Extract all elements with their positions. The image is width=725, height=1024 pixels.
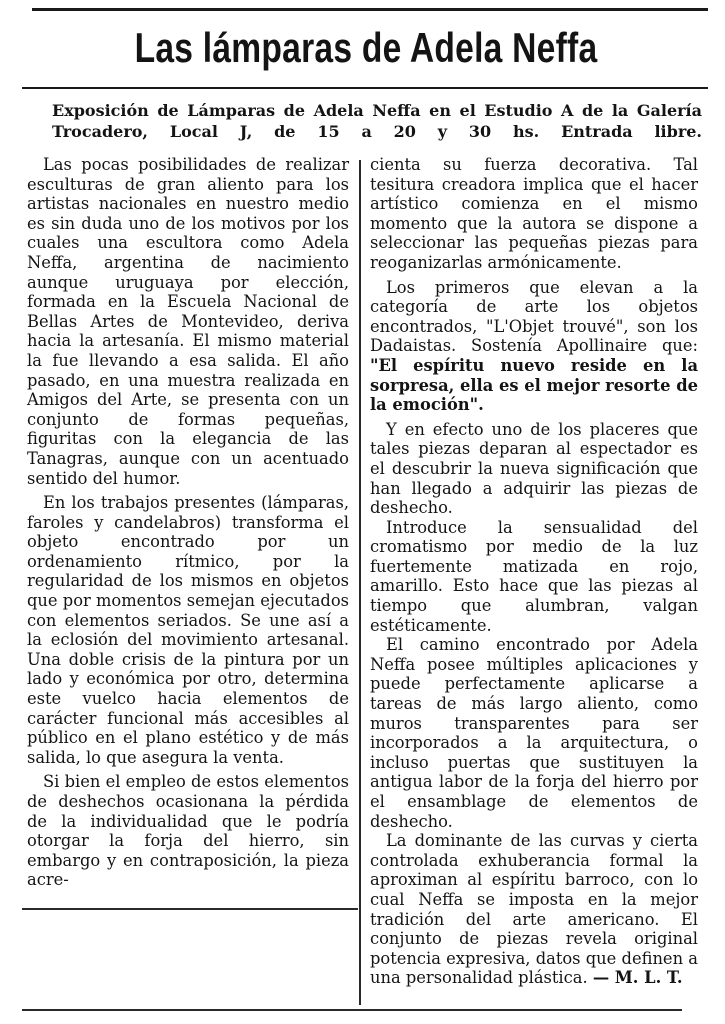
paragraph <box>370 831 698 988</box>
paragraph: cienta su fuerza decorativa. Tal tesitura creadora implica que el hacer artístico comienza en el mismo momento que la autora se dispone a seleccionar las pequeñas piezas para reoganizarlas armónicamente. <box>370 155 698 272</box>
title-rule <box>22 87 708 89</box>
paragraph: Si bien el empleo de estos elementos de deshechos ocasionana la pérdida de la individualidad que le podría otorgar la forja del hierro, sin embargo y en contraposición, la pieza acre- <box>27 772 349 890</box>
right-column <box>370 155 698 988</box>
apollinaire-quote: "El espíritu nuevo reside en la sorpresa, ella es el mejor resorte de la emoción". <box>370 355 698 415</box>
column-divider <box>359 160 361 1005</box>
top-rule <box>32 8 708 11</box>
paragraph-with-quote <box>370 278 698 415</box>
article-title: Las lámparas de Adela Neffa <box>134 24 598 71</box>
paragraph: El camino encontrado por Adela Neffa posee múltiples aplicaciones y puede perfectamente aplicarse a tareas de más largo aliento, como muros transparentes para ser incorporados a la arquitectura, o incluso puertas que sustituyen la antigua labor de la forja del hierro por el ensamblage de elementos de deshecho. <box>370 635 698 831</box>
author-signature: — M. L. T. <box>592 968 683 988</box>
paragraph-text: La dominante de las curvas y cierta controlada exhuberancia formal la aproximan al espíritu barroco, con lo cual Neffa se imposta en la mejor tradición del arte americano. El conjunto de piezas revela original potencia expresiva, datos que definen a una personalidad plástica. <box>370 831 698 988</box>
paragraph: Y en efecto uno de los placeres que tales piezas deparan al espectador es el descubrir la nueva significación que han llegado a adquirir las piezas de deshecho. <box>370 419 698 518</box>
left-column <box>27 155 349 890</box>
article-subtitle: Exposición de Lámparas de Adela Neffa en el Estudio A de la Galería Trocadero, Local J, de 15 a 20 y 30 hs. Entrada libre. <box>52 101 702 141</box>
bottom-rule <box>22 1009 682 1011</box>
paragraph: En los trabajos presentes (lámparas, faroles y candelabros) transforma el objeto encontrado por un ordenamiento rítmico, por la regularidad de los mismos en objetos que por momentos semejan ejecutados con elementos seriados. Se une así a la eclosión del movimiento artesanal. Una doble crisis de la pintura por un lado y económica por otro, determina este vuelco hacia elementos de carácter funcional más accesibles al público en el plano estético y de más salida, lo que asegura la venta. <box>27 493 349 767</box>
paragraph: Las pocas posibilidades de realizar esculturas de gran aliento para los artistas nacionales en nuestro medio es sin duda uno de los motivos por los cuales una escultora como Adela Neffa, argentina de nacimiento aunque uruguaya por elección, formada en la Escuela Nacional de Bellas Artes de Montevideo, deriva hacia la artesanía. El mismo material la fue llevando a esa salida. El año pasado, en una muestra realizada en Amigos del Arte, se presenta con un conjunto de formas pequeñas, figuritas con la elegancia de las Tanagras, aunque con un acentuado sentido del humor. <box>27 155 349 488</box>
paragraph: Introduce la sensualidad del cromatismo por medio de la luz fuertemente matizada en rojo, amarillo. Esto hace que las piezas al tiempo que alumbran, valgan estéticamente. <box>370 517 698 635</box>
paragraph-text: Los primeros que elevan a la categoría de arte los objetos encontrados, "L'Objet trouvé", son los Dadaistas. Sostenía Apollinaire que: <box>370 277 698 356</box>
newspaper-clipping <box>22 8 710 1018</box>
column-end-rule <box>22 908 358 910</box>
